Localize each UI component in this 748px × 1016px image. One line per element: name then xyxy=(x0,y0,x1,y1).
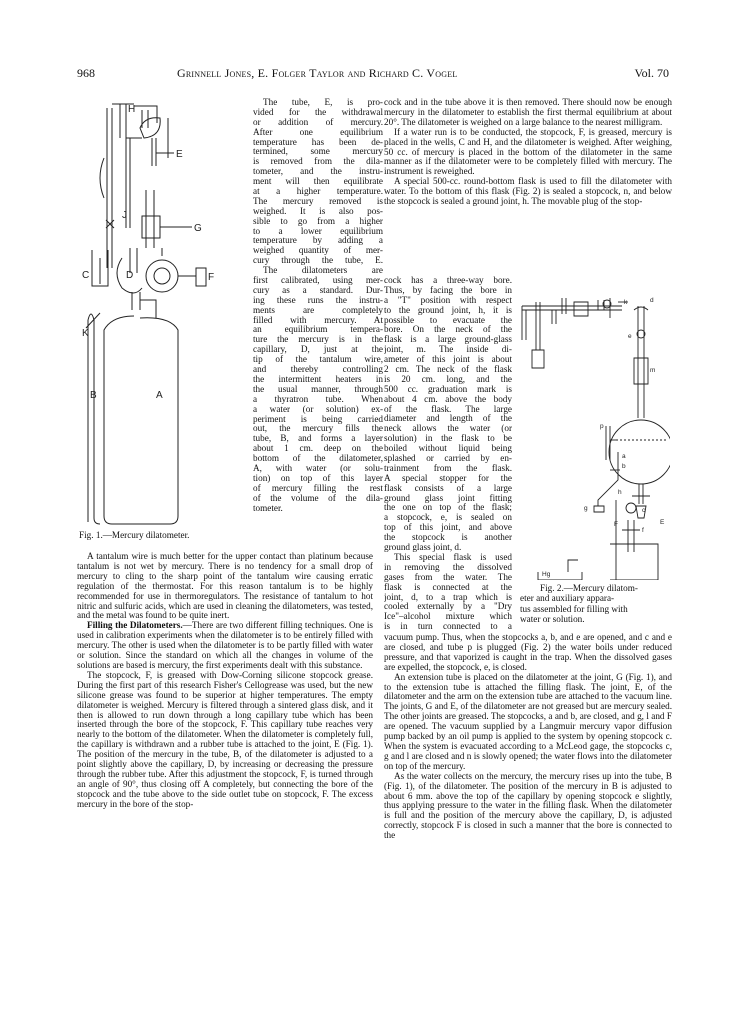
text-line: of the volume of the dila- xyxy=(253,493,383,503)
text-line: weighed. It is also pos- xyxy=(253,206,383,216)
text-line: and thereby controlling xyxy=(253,365,383,375)
paragraph: cock and in the tube above it is then removed. There should now be enough mercury in the dilatometer to establish the first thermal equilibrium at about 20°. The dilatometer is weighed on a large balance to the nearest milligram. xyxy=(384,97,672,127)
text-line: cury as a standard. Dur- xyxy=(253,285,383,295)
text-line: is removed from the dila- xyxy=(253,157,383,167)
fig1-label-D: D xyxy=(126,270,134,281)
text-line: This special flask is used xyxy=(394,552,512,562)
fig2-label-Hg: Hg xyxy=(542,571,551,578)
text-line: about 4 cm. above the body xyxy=(384,394,512,404)
text-line: boiled without liquid being xyxy=(384,444,512,454)
text-line: Thus, by facing the bore in xyxy=(384,285,512,295)
caption-line: eter and auxiliary appara- xyxy=(520,593,615,604)
volume-number: Vol. 70 xyxy=(634,66,669,80)
section-heading: Filling the Dilatometers. xyxy=(87,620,183,631)
text-line: tip of the tantalum wire, xyxy=(253,355,383,365)
fig1-label-A: A xyxy=(156,390,163,401)
fig1-label-E: E xyxy=(176,149,183,160)
text-line: a stopcock, e, is sealed on xyxy=(384,513,512,523)
text-line: ground glass joint fitting xyxy=(384,493,512,503)
filling-apparatus-drawing xyxy=(518,280,670,580)
text-line: ground glass joint, d. xyxy=(384,543,462,553)
page-number: 968 xyxy=(77,66,95,80)
text-line: an equilibrium tempera- xyxy=(253,325,383,335)
fig2-label-c: c xyxy=(642,507,646,514)
text-line: joint, d, to a trap which is xyxy=(384,592,512,602)
text-line: bore. On the neck of the xyxy=(384,325,512,335)
text-line: periment is being carried xyxy=(253,414,383,424)
text-line: a thyratron tube. When xyxy=(253,394,383,404)
text-line: to a lower equilibrium xyxy=(253,226,383,236)
text-line: cock has a three-way bore. xyxy=(384,276,512,285)
text-line: capillary, D, just at the xyxy=(253,345,383,355)
paragraph: An extension tube is placed on the dilatometer at the joint, G (Fig. 1), and to the extension tube is attached the filling flask. The joint, E, of the dilatometer and the arm on the extension tube are attached to the vacuum line. The joints, G and E, of the dilatometer are not greased but are mercury sealed. The other joints are greased. The stopcocks, a and b, are closed, and g, l and F are opened. The vacuum supplied by a Langmuir mercury vapor diffusion pump backed by an oil pump is applied to the system by opening stopcock c. When the system is evacuated according to a McLeod gage, the stopcocks c, g and l are closed and n is slowly opened; the water flows into the dilatometer on top of the mercury. xyxy=(384,671,672,771)
right-narrow-column xyxy=(384,276,512,632)
dilatometer-drawing xyxy=(82,98,257,528)
text-line: top of this joint, and above xyxy=(384,523,512,533)
text-line: The mercury removed is xyxy=(253,196,383,206)
figure-1-caption: Fig. 1.—Mercury dilatometer. xyxy=(79,530,190,540)
text-line: gases from the water. The xyxy=(384,572,512,582)
left-narrow-column xyxy=(253,98,383,513)
paragraph: A special 500-cc. round-bottom flask is used to fill the dilatometer with water. To the bottom of this flask (Fig. 2) is sealed a stopcock, n, and below the stopcock is sealed a ground joint, h. The movable plug of the stop- xyxy=(384,176,672,207)
text-line: the one on top of the flask; xyxy=(384,503,512,513)
fig2-label-a: a xyxy=(622,453,626,460)
text-line: solution) in the flask to be xyxy=(384,434,512,444)
text-line: ments are completely xyxy=(253,305,383,315)
text-line: 500 cc. graduation mark is xyxy=(384,384,512,394)
text-line: bottom of the dilatometer, xyxy=(253,454,383,464)
text-line: first calibrated, using mer- xyxy=(253,276,383,286)
text-line: to the ground joint, h, it is xyxy=(384,305,512,315)
paragraph: As the water collects on the mercury, the mercury rises up into the tube, B (Fig. 1), of the dilatometer. The position of the mercury in B is adjusted to about 6 mm. above the top of the capillary by opening stopcock e slightly, thus applying pressure to the water in the filling flask. When the dilatometer is full and the position of the mercury above the capillary, D, is adjusted correctly, stopcock F is closed in such a manner that the bore is connected to the xyxy=(384,770,672,841)
fig1-label-B: B xyxy=(90,390,97,401)
text-line: vided for the withdrawal xyxy=(253,107,383,117)
text-line: ing these runs the instru- xyxy=(253,295,383,305)
caption-line: tus assembled for filling with xyxy=(520,603,628,614)
fig2-label-k: k xyxy=(624,299,628,306)
fig1-label-G: G xyxy=(194,223,202,234)
fig2-label-d: d xyxy=(650,297,654,304)
fig1-label-C: C xyxy=(82,270,90,281)
text-line: joint, m. The inside di- xyxy=(384,345,512,355)
text-line: possible to evacuate the xyxy=(384,315,512,325)
text-line: tometer, and the instru- xyxy=(253,167,383,177)
text-line: termined, some mercury xyxy=(253,147,383,157)
text-line: splashed or carried by en- xyxy=(384,454,512,464)
fig1-label-H: H xyxy=(128,104,136,115)
text-line: Ice"–alcohol mixture which xyxy=(384,612,512,622)
paragraph: A tantalum wire is much better for the upper contact than platinum because tantalum is not wet by mercury. There is no tendency for a small drop of mercury to cling to the sharp point of the tantalum wire causing erratic regulation of the thermostat. For this reason tantalum is to be highly recommended for use in thermoregulators. The resistance of tantalum to hot nitric and sulfuric acids, which are used in cleaning the dilatometers, was tested, and the metal was found to be quite inert. xyxy=(77,551,373,621)
text-line: A, with water (or solu- xyxy=(253,463,383,473)
text-line: sible to go from a higher xyxy=(253,216,383,226)
text-line: the intermittent heaters in xyxy=(253,374,383,384)
text-line: The tube, E, is pro- xyxy=(263,98,383,107)
text-line: is in turn connected to a xyxy=(384,622,512,632)
text-line: flask consists of a large xyxy=(384,483,512,493)
caption-line: Fig. 2.—Mercury dilatom- xyxy=(540,583,638,593)
fig1-label-J: J xyxy=(122,210,127,221)
text-line: is 20 cm. long, and the xyxy=(384,374,512,384)
text-line: weighed quantity of mer- xyxy=(253,246,383,256)
running-header xyxy=(77,66,669,84)
fig1-label-F: F xyxy=(208,272,215,283)
figure-2-caption xyxy=(520,583,672,625)
text-line: trainment from the flask. xyxy=(384,463,512,473)
fig2-label-e: e xyxy=(628,333,632,340)
text-line: flask is a large ground-glass xyxy=(384,335,512,345)
text-line: tometer. xyxy=(253,503,283,513)
text-line: tube, B, and forms a layer xyxy=(253,434,383,444)
text-line: temperature by adding a xyxy=(253,236,383,246)
text-line: out, the mercury fills the xyxy=(253,424,383,434)
fig2-label-F: F xyxy=(614,521,618,528)
text-line: or addition of mercury. xyxy=(253,117,383,127)
paragraph: vacuum pump. Thus, when the stopcocks a, b, and e are opened, and c and e are closed, and tube p is plugged (Fig. 2) the water boils under reduced pressure, and that vaporized is caught in the trap. When the dissolved gases are expelled, the stopcock, e, is closed. xyxy=(384,632,672,672)
fig2-label-E: E xyxy=(660,519,665,526)
text-line: the stopcock is another xyxy=(384,533,512,543)
paragraph: The stopcock, F, is greased with Dow-Corning silicone stopcock grease. During the first part of this research Fisher's Cellogrease was used, but the new silicone grease was found to be superior at higher temperatures. The empty dilatometer is weighed. Mercury is filtered through a sintered glass disk, and it then is allowed to run down through a long capillary tube which has been inserted through the bore of the stopcock, F. This capillary tube reaches very nearly to the bottom of the dilatometer. When the dilatometer is completely full, the capillary is withdrawn and a rubber tube is attached to the joint, E (Fig. 1). The position of the mercury in the tube, B, of the dilatometer is adjusted to a point slightly above the capillary, D, by increasing or decreasing the pressure through the rubber tube. After this adjustment the stopcock, F, is turned through an angle of 90°, thus closing off A completely, but connecting the bore of the stopcock and the tube above to the side outlet tube on stopcock, F. The excess mercury in the bore of the stop- xyxy=(77,669,373,809)
right-bottom-text xyxy=(384,633,672,841)
text-line: at a higher temperature. xyxy=(253,187,383,197)
text-line: in removing the dissolved xyxy=(384,562,512,572)
text-line: tion) on top of this layer xyxy=(253,473,383,483)
right-top-text xyxy=(384,98,672,207)
text-line: After one equilibrium xyxy=(253,127,383,137)
text-line: of the flask. The large xyxy=(384,404,512,414)
text-line: ameter of this joint is about xyxy=(384,355,512,365)
text-line: cooled externally by a "Dry xyxy=(384,602,512,612)
fig2-label-f: f xyxy=(642,527,644,534)
fig2-label-h: h xyxy=(618,489,622,496)
fig2-label-p: p xyxy=(600,423,604,430)
text-line: filled with mercury. At xyxy=(253,315,383,325)
text-line: ment will then equilibrate xyxy=(253,177,383,187)
text-line: diameter and length of the xyxy=(384,414,512,424)
fig2-label-m: m xyxy=(650,367,656,374)
paragraph-text: —There are two different filling techniques. One is used in calibration experiments when the dilatometer is to be entirely filled with mercury. The other is used when the dilatometer is to be partly filled with water or solution. Since the standard on which all the changes in volume of the solutions are based is mercury, the first experiments dealt with this substance. xyxy=(77,620,373,670)
text-line: about 1 cm. deep on the xyxy=(253,444,383,454)
fig1-label-K: K xyxy=(82,328,89,339)
paragraph-filling xyxy=(77,621,373,671)
text-line: ture the mercury is in the xyxy=(253,335,383,345)
text-line: flask is connected at the xyxy=(384,582,512,592)
figure-1 xyxy=(82,98,257,528)
text-line: a "T" position with respect xyxy=(384,295,512,305)
fig2-label-b: b xyxy=(622,463,626,470)
author-line: Grinnell Jones, E. Folger Taylor and Richard C. Vogel xyxy=(177,66,458,80)
paragraph: If a water run is to be conducted, the stopcock, F, is greased, mercury is placed in the wells, C and H, and the dilatometer is weighed. After weighing, 50 cc. of mercury is placed in the bottom of the dilatometer in the same manner as if the dilatometer were to be completely filled with mercury. The instrument is reweighed. xyxy=(384,126,672,177)
text-line: a water (or solution) ex- xyxy=(253,404,383,414)
text-line: A special stopper for the xyxy=(384,473,512,483)
text-line: temperature has been de- xyxy=(253,137,383,147)
figure-2 xyxy=(518,280,670,580)
fig2-label-g: g xyxy=(584,505,588,512)
text-line: 2 cm. The neck of the flask xyxy=(384,365,512,375)
text-line: neck allows the water (or xyxy=(384,424,512,434)
text-line: cury through the tube, E. xyxy=(253,256,383,266)
left-full-column xyxy=(77,552,373,810)
text-line: the usual manner, through xyxy=(253,384,383,394)
caption-line: water or solution. xyxy=(520,614,585,625)
text-line: The dilatometers are xyxy=(263,266,383,276)
text-line: of mercury filling the rest xyxy=(253,483,383,493)
